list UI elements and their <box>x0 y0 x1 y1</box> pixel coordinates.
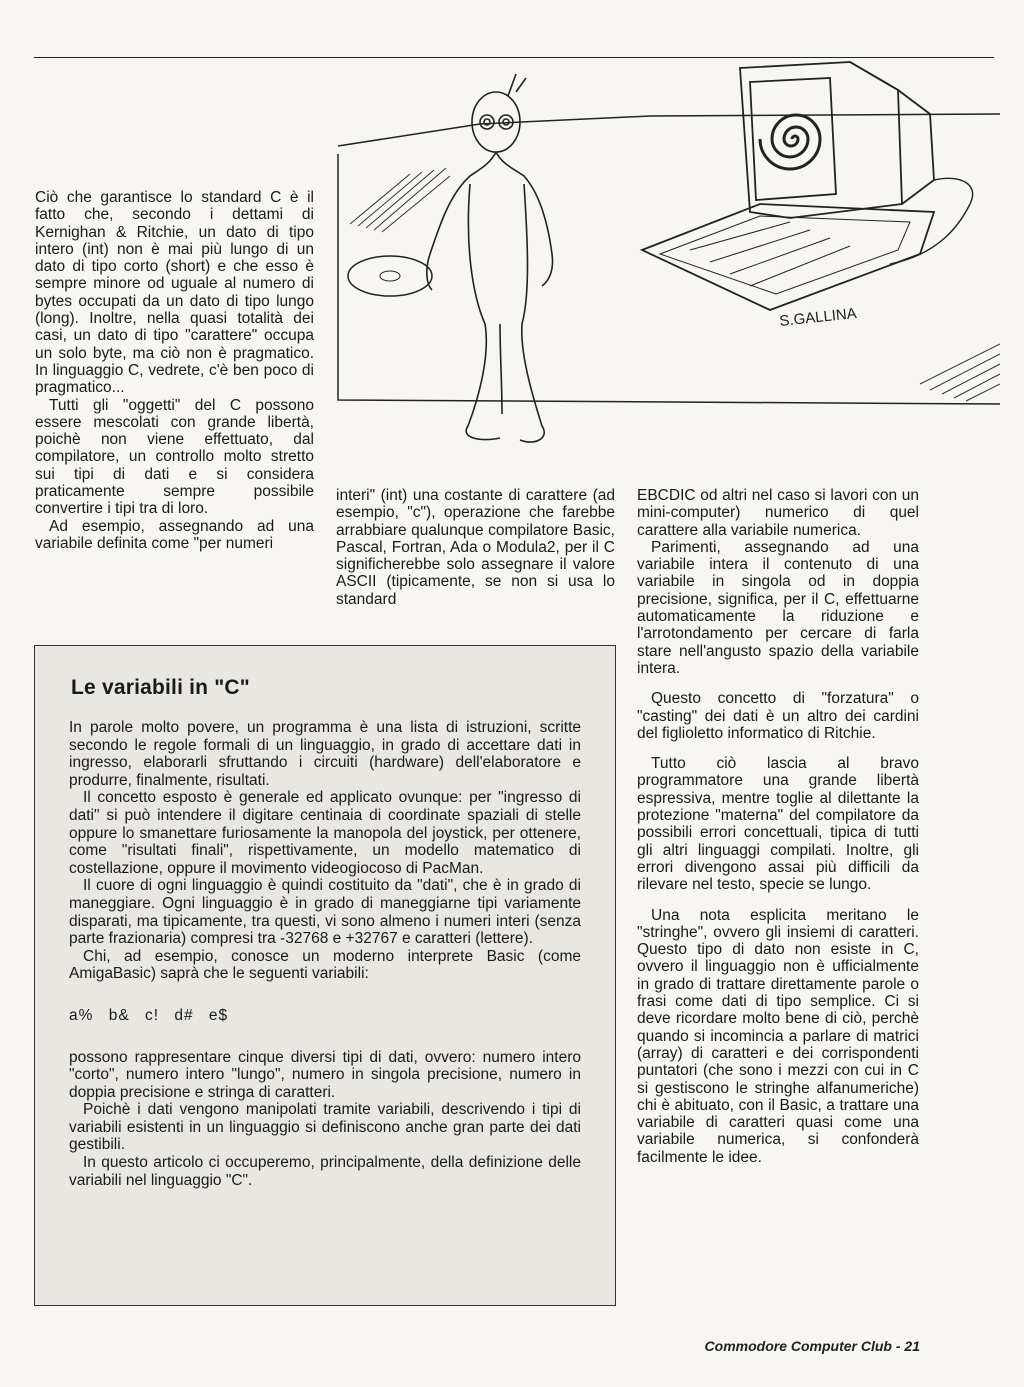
sidebar-title: Le variabili in "C" <box>71 676 250 699</box>
sidebar-paragraph-3: Il cuore di ogni linguaggio è quindi costituito da "dati", che è in grado di maneggiare. Ogni linguaggio è in grado di maneggiarne tipi variamente disparati, ma tipicamente, tra questi, vi sono almeno i numeri interi (senza parte frazionaria) compresi tra -32768 e +32767 e caratteri (lettere). <box>69 877 581 948</box>
right-paragraph-1: EBCDIC od altri nel caso si lavori con un mini-computer) numerico di quel carattere alla variabile numerica. <box>637 487 919 539</box>
right-column <box>637 487 919 1166</box>
middle-paragraph-1: interi" (int) una costante di carattere (ad esempio, "c"), operazione che farebbe arrabbiare qualunque compilatore Basic, Pascal, Fortran, Ada o Modula2, per il C significherebbe solo assegnare il valore ASCII (tipicamente, se non si usa lo standard <box>336 487 615 608</box>
left-paragraph-3: Ad esempio, assegnando ad una variabile definita come "per numeri <box>35 517 314 552</box>
left-paragraph-2: Tutti gli "oggetti" del C possono essere mescolati con grande libertà, poichè non viene effettuato, dal compilatore, un controllo molto stretto sui tipi di dati e si considera praticamente sempre possibile convertire i tipi tra di loro. <box>35 396 314 518</box>
page-footer: Commodore Computer Club - 21 <box>704 1338 920 1354</box>
right-paragraph-5: Una nota esplicita meritano le "stringhe", ovvero gli insiemi di caratteri. Questo tipo di dato non esiste in C, ovvero il linguaggio non è ufficialmente in grado di trattare direttamente parole o frasi come dati di tipo semplice. Ci si deve ricordare molto bene di ciò, perchè quando si incomincia a parlare di matrici (array) di caratteri e dei corrispondenti puntatori (che sono i mezzi con cui in C si gestiscono le stringhe alfanumeriche) chi è abituato, con il Basic, a trattare una variabile di caratteri quasi come una variabile numerica, si confonderà facilmente le idee. <box>637 906 919 1166</box>
sidebar-paragraph-7: In questo articolo ci occuperemo, principalmente, della definizione delle variabili nel linguaggio "C". <box>69 1154 581 1189</box>
left-paragraph-1: Ciò che garantisce lo standard C è il fatto che, secondo i dettami di Kernighan & Ritchie, un dato di tipo intero (int) non è mai più lungo di un dato di tipo corto (short) e che esso è sempre minore od uguale al numero di bytes occupati da un dato di tipo lungo (long). Inoltre, nella quasi totalità dei casi, un dato di tipo "carattere" occupa un solo byte, ma ciò non è pragmatico. In linguaggio C, vedrete, c'è ben poco di pragmatico... <box>35 189 314 397</box>
sidebar-body <box>69 719 581 1189</box>
left-column <box>35 189 314 552</box>
middle-column <box>336 487 615 608</box>
sidebar-box <box>34 645 616 1306</box>
illustration-signature: S.GALLINA <box>778 304 858 330</box>
sidebar-paragraph-5: possono rappresentare cinque diversi tipi di dati, ovvero: numero intero "corto", numero intero "lungo", numero in singola precisione, numero in doppia precisione e stringa di caratteri. <box>69 1048 581 1101</box>
right-paragraph-4: Tutto ciò lascia al bravo programmatore una grande libertà espressiva, mentre toglie al dilettante la protezione "materna" del compilatore da possibili errori concettuali, tipica di tutti gli altri linguaggi compilati. Inoltre, gli errori divengono assai più difficili da rilevare nel testo, specie se lungo. <box>637 755 919 894</box>
cartoon-illustration <box>330 54 1000 458</box>
sidebar-paragraph-1: In parole molto povere, un programma è una lista di istruzioni, scritte secondo le regole formali di un linguaggio, in grado di accettare dati in ingresso, elaborarli sfruttando i circuiti (hardware) dell'elaboratore e produrre, finalmente, risultati. <box>69 719 581 789</box>
sidebar-variables: a% b& c! d# e$ <box>69 1006 229 1024</box>
right-paragraph-3: Questo concetto di "forzatura" o "casting" dei dati è un altro dei cardini del figlioletto informatico di Ritchie. <box>637 690 919 742</box>
computer-drawing <box>642 62 973 310</box>
right-paragraph-2: Parimenti, assegnando ad una variabile intera il contenuto di una variabile in singola od in doppia precisione, significa, per il C, effettuarne automaticamente la riduzione e l'arrotondamento per cercare di farla stare nell'angusto spazio della variabile intera. <box>637 538 919 677</box>
sidebar-paragraph-4: Chi, ad esempio, conosce un moderno interprete Basic (come AmigaBasic) saprà che le seguenti variabili: <box>69 947 581 983</box>
sidebar-paragraph-6: Poichè i dati vengono manipolati tramite variabili, descrivendo i tipi di variabili esistenti in un linguaggio si definiscono anche gran parte dei dati gestibili. <box>69 1101 581 1154</box>
sidebar-paragraph-2: Il concetto esposto è generale ed applicato ovunque: per "ingresso di dati" si può intendere il digitare centinaia di coordinate spaziali di stelle oppure lo smanettare furiosamente la manopola del joystick, per ottenere, come "risultati finali", rispettivamente, un modello matematico di costellazione, oppure il movimento videogiocoso di PacMan. <box>69 789 581 877</box>
